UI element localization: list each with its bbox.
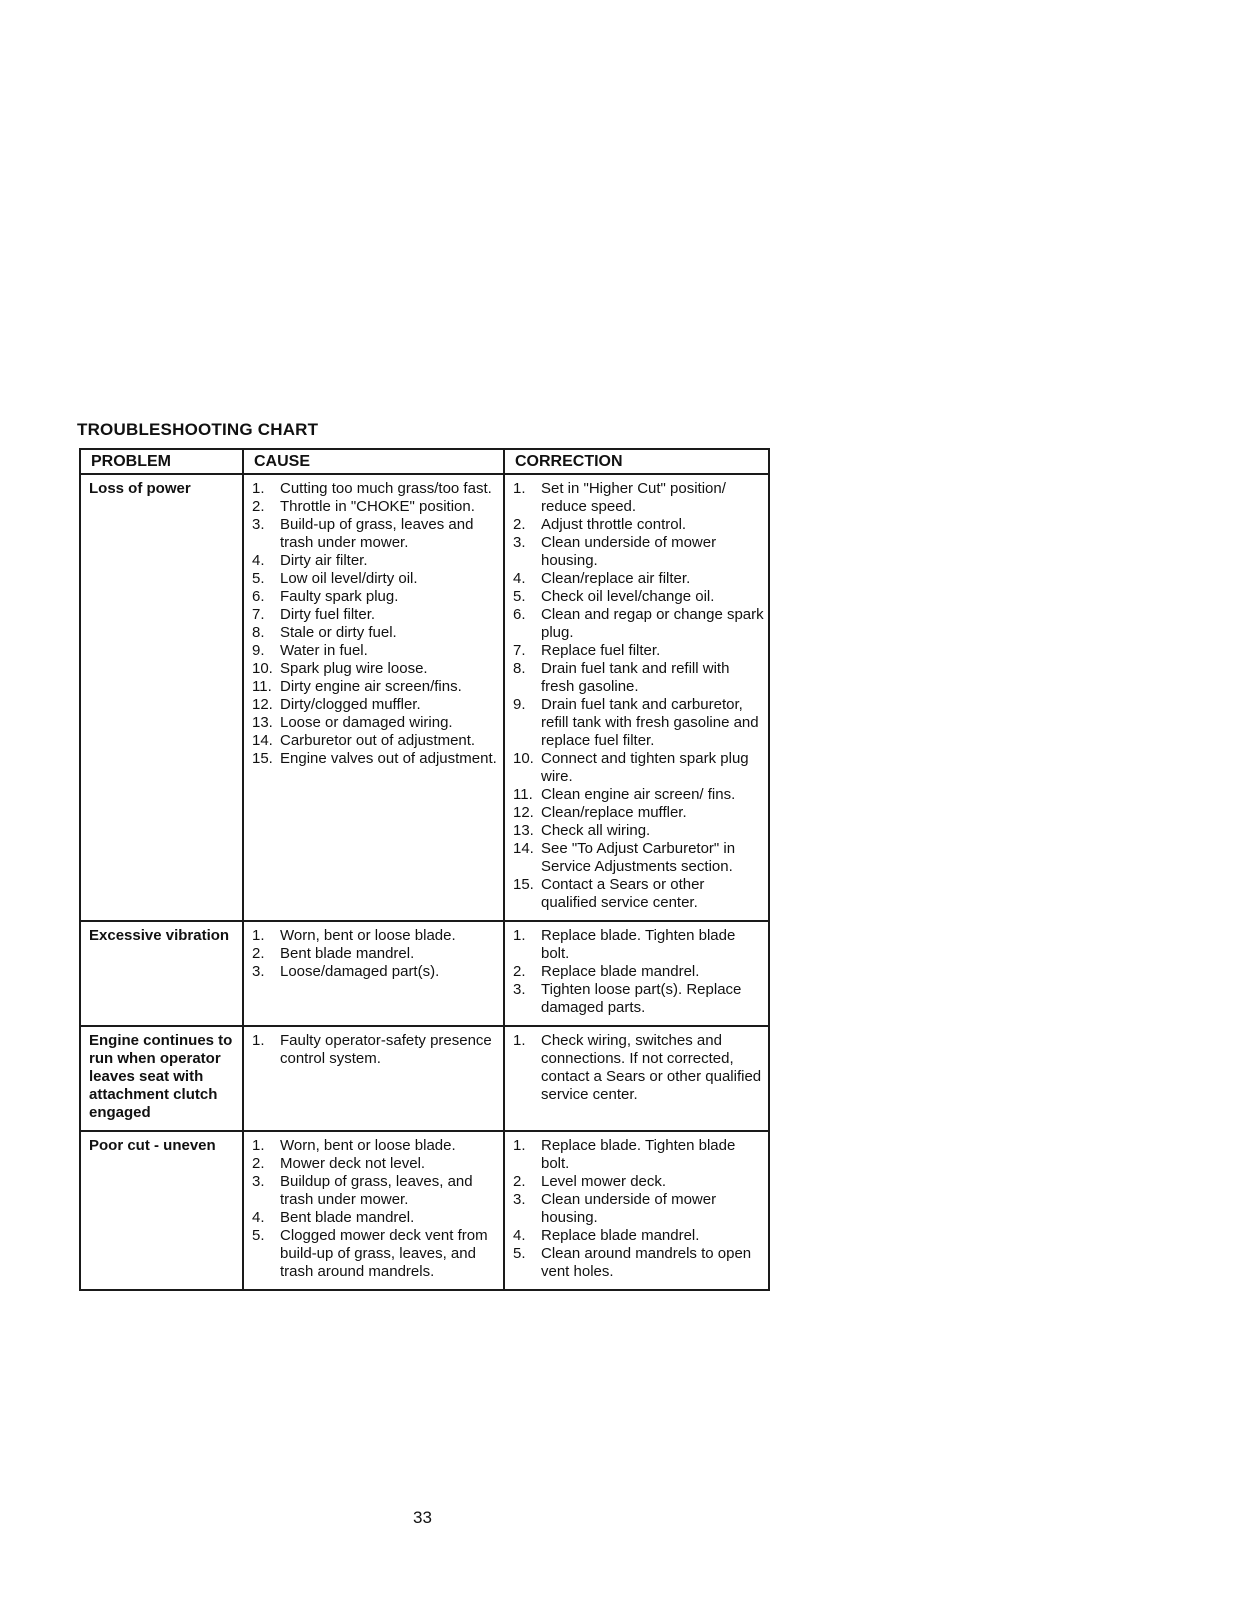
cause-item bbox=[252, 516, 499, 552]
correction-item bbox=[513, 696, 764, 750]
correction-item-number: 6. bbox=[513, 606, 526, 623]
cause-item bbox=[252, 660, 499, 678]
cause-item-number: 15. bbox=[252, 750, 273, 767]
cause-item bbox=[252, 1155, 499, 1173]
correction-item bbox=[513, 570, 764, 588]
correction-item-text: Adjust throttle control. bbox=[541, 516, 687, 533]
cause-item bbox=[252, 498, 499, 516]
correction-item-text: Clean underside of mower housing. bbox=[541, 1191, 717, 1226]
correction-item bbox=[513, 606, 764, 642]
correction-item-text: Replace blade. Tighten blade bolt. bbox=[541, 927, 736, 962]
cause-cell bbox=[243, 921, 504, 1026]
cause-item bbox=[252, 714, 499, 732]
cause-item bbox=[252, 642, 499, 660]
correction-list bbox=[513, 927, 764, 1017]
cause-item-number: 1. bbox=[252, 1137, 265, 1154]
correction-item-text: Check all wiring. bbox=[541, 822, 651, 839]
correction-cell bbox=[504, 1026, 769, 1131]
cause-item bbox=[252, 1209, 499, 1227]
correction-item-text: Contact a Sears or other qualified service center. bbox=[541, 876, 705, 911]
correction-item-number: 12. bbox=[513, 804, 534, 821]
cause-item-text: Faulty spark plug. bbox=[280, 588, 399, 605]
cause-item-number: 12. bbox=[252, 696, 273, 713]
cause-item bbox=[252, 678, 499, 696]
cause-item-text: Dirty engine air screen/fins. bbox=[280, 678, 462, 695]
correction-item-text: Replace blade mandrel. bbox=[541, 963, 700, 980]
cause-item-number: 7. bbox=[252, 606, 265, 623]
correction-item bbox=[513, 1137, 764, 1173]
correction-cell bbox=[504, 1131, 769, 1290]
table-header-row bbox=[80, 449, 769, 474]
cause-item-text: Worn, bent or loose blade. bbox=[280, 927, 456, 944]
correction-item-text: Replace fuel filter. bbox=[541, 642, 661, 659]
cause-item-text: Dirty fuel filter. bbox=[280, 606, 376, 623]
problem-cell bbox=[80, 921, 243, 1026]
correction-item-number: 10. bbox=[513, 750, 534, 767]
correction-item bbox=[513, 876, 764, 912]
cause-item-number: 1. bbox=[252, 927, 265, 944]
correction-item-number: 9. bbox=[513, 696, 526, 713]
cause-cell bbox=[243, 474, 504, 921]
table-row bbox=[80, 474, 769, 921]
header-cause: CAUSE bbox=[243, 449, 504, 474]
correction-item-text: Check wiring, switches and connections. If not corrected, contact a Sears or other qualified service center. bbox=[541, 1032, 762, 1103]
problem-cell bbox=[80, 1131, 243, 1290]
correction-item-number: 13. bbox=[513, 822, 534, 839]
correction-cell bbox=[504, 474, 769, 921]
problem-text: Poor cut - uneven bbox=[89, 1137, 216, 1154]
cause-item-text: Faulty operator-safety presence control system. bbox=[280, 1032, 492, 1067]
cause-item-number: 4. bbox=[252, 552, 265, 569]
cause-item-number: 8. bbox=[252, 624, 265, 641]
cause-item-text: Spark plug wire loose. bbox=[280, 660, 428, 677]
cause-item-text: Engine valves out of adjustment. bbox=[280, 750, 497, 767]
cause-item-text: Water in fuel. bbox=[280, 642, 368, 659]
correction-item bbox=[513, 963, 764, 981]
cause-list bbox=[252, 1032, 499, 1068]
cause-item-number: 9. bbox=[252, 642, 265, 659]
correction-item bbox=[513, 660, 764, 696]
cause-item-number: 11. bbox=[252, 678, 272, 695]
correction-item bbox=[513, 1032, 764, 1104]
table-row bbox=[80, 1131, 769, 1290]
cause-item bbox=[252, 588, 499, 606]
cause-item bbox=[252, 570, 499, 588]
correction-item bbox=[513, 804, 764, 822]
correction-list bbox=[513, 1032, 764, 1104]
cause-item-number: 2. bbox=[252, 498, 265, 515]
correction-item-number: 3. bbox=[513, 534, 526, 551]
cause-item bbox=[252, 1032, 499, 1068]
cause-item-number: 10. bbox=[252, 660, 273, 677]
correction-item-number: 2. bbox=[513, 516, 526, 533]
correction-cell bbox=[504, 921, 769, 1026]
table-body bbox=[80, 474, 769, 1290]
correction-item bbox=[513, 786, 764, 804]
cause-list bbox=[252, 1137, 499, 1281]
problem-text: Engine continues to run when operator leaves seat with attachment clutch engaged bbox=[89, 1032, 233, 1121]
cause-item-text: Dirty/clogged muffler. bbox=[280, 696, 421, 713]
cause-item bbox=[252, 624, 499, 642]
correction-item-number: 2. bbox=[513, 963, 526, 980]
correction-item-text: Replace blade. Tighten blade bolt. bbox=[541, 1137, 736, 1172]
cause-list bbox=[252, 927, 499, 981]
correction-item bbox=[513, 516, 764, 534]
cause-item-number: 13. bbox=[252, 714, 273, 731]
cause-item-text: Bent blade mandrel. bbox=[280, 1209, 415, 1226]
cause-item bbox=[252, 1173, 499, 1209]
cause-item bbox=[252, 945, 499, 963]
correction-item-number: 5. bbox=[513, 1245, 526, 1262]
correction-item-number: 1. bbox=[513, 1137, 526, 1154]
correction-item-text: See "To Adjust Carburetor" in Service Adjustments section. bbox=[541, 840, 736, 875]
correction-item-text: Clean engine air screen/ fins. bbox=[541, 786, 736, 803]
cause-item-number: 6. bbox=[252, 588, 265, 605]
correction-item bbox=[513, 534, 764, 570]
correction-item bbox=[513, 1227, 764, 1245]
correction-item-number: 3. bbox=[513, 981, 526, 998]
problem-cell bbox=[80, 1026, 243, 1131]
correction-item-number: 3. bbox=[513, 1191, 526, 1208]
correction-item-text: Drain fuel tank and carburetor, refill tank with fresh gasoline and replace fuel filter. bbox=[541, 696, 759, 749]
cause-item bbox=[252, 732, 499, 750]
correction-item-number: 1. bbox=[513, 927, 526, 944]
troubleshooting-table bbox=[79, 448, 770, 1291]
cause-item-text: Dirty air filter. bbox=[280, 552, 368, 569]
correction-item-number: 1. bbox=[513, 480, 526, 497]
cause-item-number: 5. bbox=[252, 570, 265, 587]
correction-item-text: Check oil level/change oil. bbox=[541, 588, 715, 605]
correction-item bbox=[513, 750, 764, 786]
correction-item-number: 7. bbox=[513, 642, 526, 659]
correction-list bbox=[513, 480, 764, 912]
cause-item-text: Buildup of grass, leaves, and trash under mower. bbox=[280, 1173, 473, 1208]
chart-title: TROUBLESHOOTING CHART bbox=[77, 420, 319, 439]
correction-item bbox=[513, 840, 764, 876]
correction-item bbox=[513, 642, 764, 660]
cause-list bbox=[252, 480, 499, 768]
cause-item-text: Throttle in "CHOKE" position. bbox=[280, 498, 475, 515]
cause-item-number: 14. bbox=[252, 732, 273, 749]
correction-item bbox=[513, 1173, 764, 1191]
cause-item-number: 2. bbox=[252, 1155, 265, 1172]
correction-item-text: Level mower deck. bbox=[541, 1173, 667, 1190]
correction-item-number: 15. bbox=[513, 876, 534, 893]
correction-list bbox=[513, 1137, 764, 1281]
cause-item-number: 2. bbox=[252, 945, 265, 962]
correction-item-number: 4. bbox=[513, 570, 526, 587]
correction-item-number: 4. bbox=[513, 1227, 526, 1244]
cause-item-text: Loose or damaged wiring. bbox=[280, 714, 453, 731]
correction-item-number: 8. bbox=[513, 660, 526, 677]
cause-item-text: Loose/damaged part(s). bbox=[280, 963, 440, 980]
cause-item bbox=[252, 606, 499, 624]
cause-item bbox=[252, 927, 499, 945]
cause-item-number: 1. bbox=[252, 480, 265, 497]
table-row bbox=[80, 921, 769, 1026]
correction-item-text: Clean/replace muffler. bbox=[541, 804, 687, 821]
cause-item-number: 3. bbox=[252, 1173, 265, 1190]
cause-item-text: Mower deck not level. bbox=[280, 1155, 426, 1172]
correction-item-text: Clean/replace air filter. bbox=[541, 570, 691, 587]
cause-cell bbox=[243, 1131, 504, 1290]
correction-item-number: 11. bbox=[513, 786, 533, 803]
cause-item-text: Cutting too much grass/too fast. bbox=[280, 480, 492, 497]
correction-item-text: Connect and tighten spark plug wire. bbox=[541, 750, 749, 785]
correction-item-number: 2. bbox=[513, 1173, 526, 1190]
cause-item-number: 3. bbox=[252, 516, 265, 533]
correction-item bbox=[513, 1245, 764, 1281]
cause-item bbox=[252, 1227, 499, 1281]
problem-cell bbox=[80, 474, 243, 921]
cause-item bbox=[252, 552, 499, 570]
correction-item-text: Replace blade mandrel. bbox=[541, 1227, 700, 1244]
table-row bbox=[80, 1026, 769, 1131]
cause-item-number: 5. bbox=[252, 1227, 265, 1244]
cause-item-text: Carburetor out of adjustment. bbox=[280, 732, 476, 749]
correction-item-number: 1. bbox=[513, 1032, 526, 1049]
header-correction: CORRECTION bbox=[504, 449, 769, 474]
cause-item bbox=[252, 963, 499, 981]
correction-item-text: Clean and regap or change spark plug. bbox=[541, 606, 764, 641]
correction-item bbox=[513, 822, 764, 840]
cause-item bbox=[252, 1137, 499, 1155]
cause-item-number: 1. bbox=[252, 1032, 265, 1049]
problem-text: Loss of power bbox=[89, 480, 191, 497]
correction-item-text: Set in "Higher Cut" position/ reduce speed. bbox=[541, 480, 726, 515]
cause-cell bbox=[243, 1026, 504, 1131]
correction-item-number: 14. bbox=[513, 840, 534, 857]
correction-item-number: 5. bbox=[513, 588, 526, 605]
header-problem: PROBLEM bbox=[80, 449, 243, 474]
correction-item bbox=[513, 480, 764, 516]
correction-item bbox=[513, 927, 764, 963]
correction-item bbox=[513, 981, 764, 1017]
cause-item bbox=[252, 696, 499, 714]
cause-item-text: Bent blade mandrel. bbox=[280, 945, 415, 962]
problem-text: Excessive vibration bbox=[89, 927, 230, 944]
cause-item-number: 3. bbox=[252, 963, 265, 980]
cause-item-text: Low oil level/dirty oil. bbox=[280, 570, 418, 587]
correction-item-text: Clean around mandrels to open vent holes. bbox=[541, 1245, 752, 1280]
cause-item bbox=[252, 480, 499, 498]
page-number: 33 bbox=[413, 1508, 432, 1527]
correction-item-text: Drain fuel tank and refill with fresh gasoline. bbox=[541, 660, 730, 695]
cause-item-text: Clogged mower deck vent from build-up of grass, leaves, and trash around mandrels. bbox=[280, 1227, 488, 1280]
cause-item bbox=[252, 750, 499, 768]
cause-item-number: 4. bbox=[252, 1209, 265, 1226]
cause-item-text: Build-up of grass, leaves and trash under mower. bbox=[280, 516, 474, 551]
correction-item bbox=[513, 588, 764, 606]
cause-item-text: Worn, bent or loose blade. bbox=[280, 1137, 456, 1154]
correction-item bbox=[513, 1191, 764, 1227]
correction-item-text: Tighten loose part(s). Replace damaged parts. bbox=[541, 981, 742, 1016]
correction-item-text: Clean underside of mower housing. bbox=[541, 534, 717, 569]
cause-item-text: Stale or dirty fuel. bbox=[280, 624, 397, 641]
